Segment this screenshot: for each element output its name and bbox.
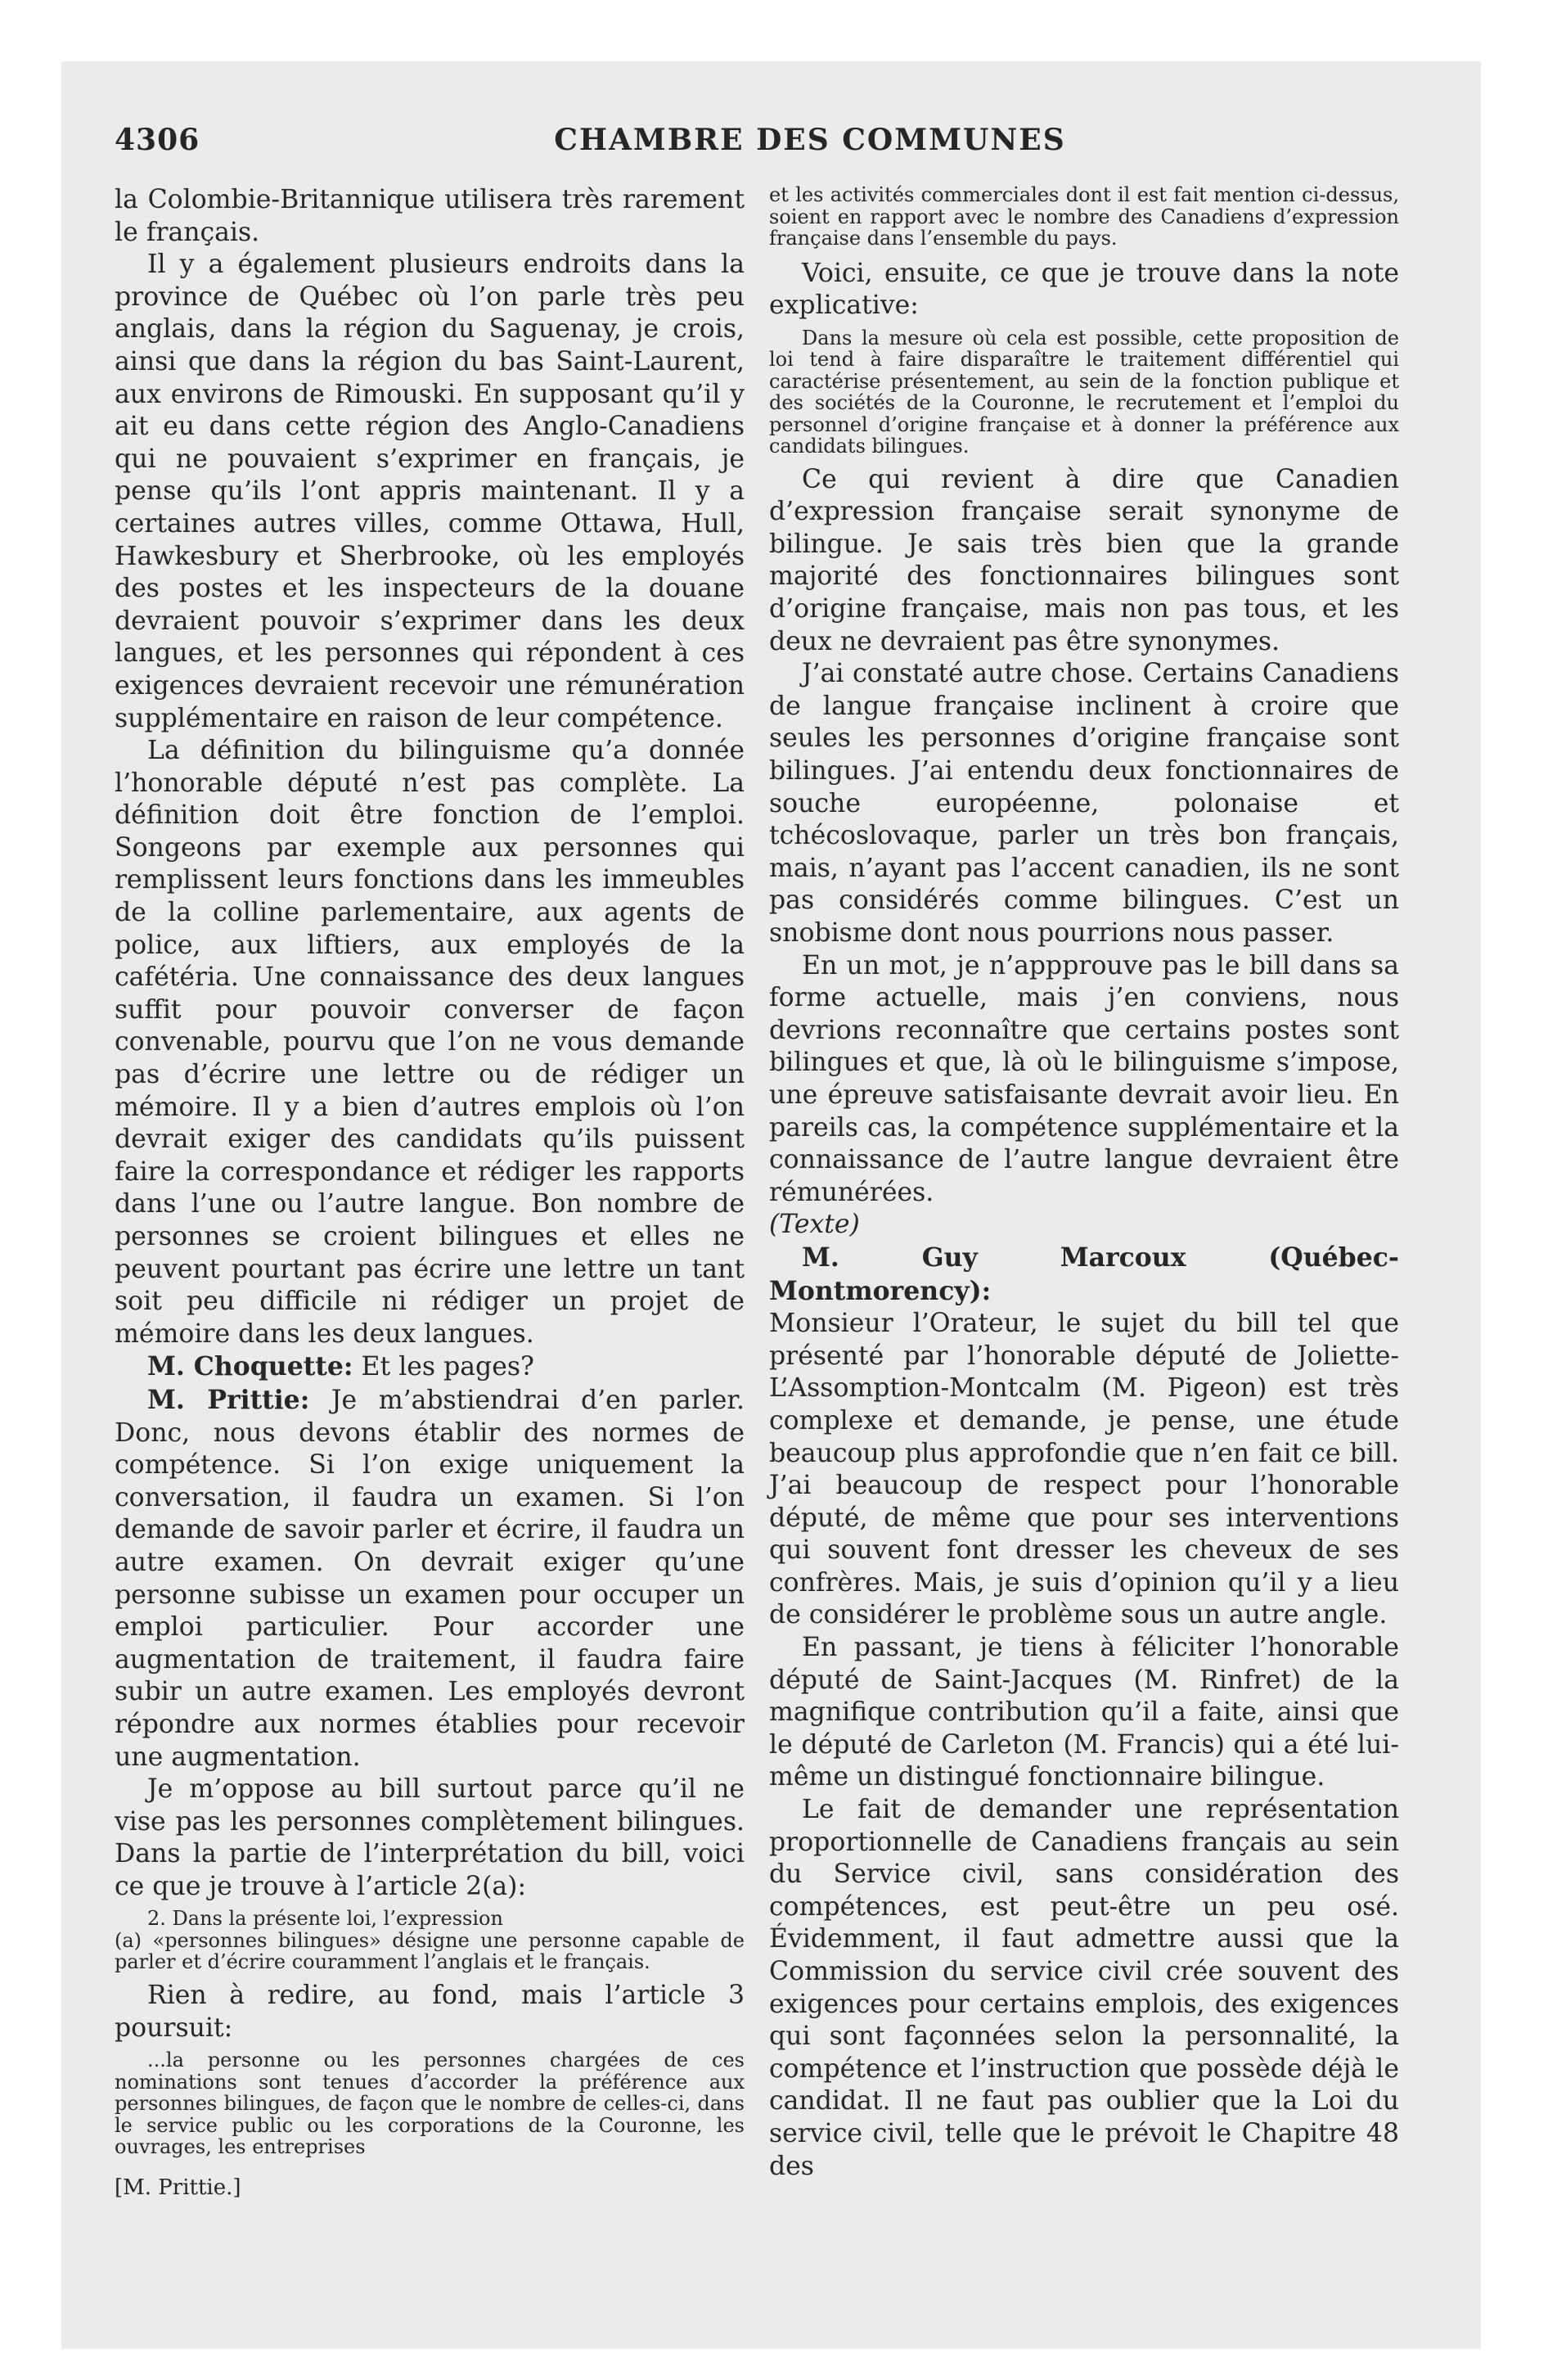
paragraph: En passant, je tiens à féliciter l’honorable député de Saint-Jacques (M. Rinfret) de la magnifique contribution qu’il a faite, ainsi que le député de Carleton (M. Francis) qui a été lui-même un distingué fonctionnaire bilingue.	[769, 1633, 1399, 1792]
paragraph: Le fait de demander une représentation proportionnelle de Canadiens français au sein du Service civil, sans considération des compétences, est peut-être un peu osé. Évidemment, il faut admettre aussi que la Commission du service civil crée souvent des exigences pour certains emplois, des exigences qui sont façonnées selon la personnalité, la compétence et l’instruction que possède déjà le candidat. Il ne faut pas oublier que la Loi du service civil, telle que le prévoit le Chapitre 48 des	[769, 1795, 1399, 2181]
speech-marcoux-heading	[769, 1242, 1399, 1308]
paragraph: En un mot, je n’appprouve pas le bill dans sa forme actuelle, mais j’en conviens, nous devrions reconnaître que certains postes sont bilingues et que, là où le bilinguisme s’impose, une épreuve satisfaisante devrait avoir lieu. En pareils cas, la compétence supplémentaire et la connaissance de l’autre langue devraient être rémunérées.	[769, 950, 1399, 1207]
quoted-bill-article-3-continued	[769, 184, 1399, 250]
quote-line: 2. Dans la présente loi, l’expression	[147, 1907, 503, 1931]
right-column	[769, 184, 1399, 2183]
texte-marker: (Texte)	[769, 1210, 860, 1240]
quoted-bill-article-3	[115, 2049, 745, 2158]
speaker-attribution: [M. Prittie.]	[115, 2175, 241, 2200]
speech-choquette	[115, 1350, 745, 1384]
quote-line: et les activités commerciales dont il est fait mention ci-dessus, soient en rapport avec le nombre des Canadiens d’expression française dans l’ensemble du pays.	[769, 183, 1399, 250]
quote-line: Dans la mesure où cela est possible, cette proposition de loi tend à faire disparaître le traitement différentiel qui caractérise présentement, au sein de la fonction publique et des sociétés de la Couronne, le recrutement et l’emploi du personnel d’origine française et à donner la préférence aux candidats bilingues.	[769, 326, 1399, 458]
speech-text: Je m’abstiendrai d’en parler. Donc, nous devons établir des normes de compétence. Si l’on exige uniquement la conversation, il faudra un examen. Si l’on demande de savoir parler et écrire, il faudra un autre examen. On devrait exiger qu’une personne subisse un examen pour occuper un emploi particulier. Pour accorder une augmentation de traitement, il faudra faire subir un autre examen. Les employés devront répondre aux normes établies pour recevoir une augmentation.	[115, 1385, 745, 1772]
quoted-bill-article-2a	[115, 1908, 745, 1973]
left-column	[115, 184, 745, 2165]
speech-text: Monsieur l’Orateur, le sujet du bill tel que présenté par l’honorable député de Joliette-L’Assomption-Montcalm (M. Pigeon) est très complexe et demande, je pense, une étude beaucoup plus approfondie que n’en fait ce bill. J’ai beaucoup de respect pour l’honorable député, de même que pour ses interventions qui souvent font dresser les cheveux de ses confrères. Mais, je suis d’opinion qu’il y a lieu de considérer le problème sous un autre angle.	[769, 1309, 1399, 1630]
quote-line: ...la personne ou les personnes chargées de ces nominations sont tenues d’accorder la préférence aux personnes bilingues, de façon que le nombre de celles-ci, dans le service public ou les corporations de la Couronne, les ouvrages, les entreprises	[115, 2049, 745, 2159]
paragraph: la Colombie-Britannique utilisera très rarement le français.	[115, 185, 745, 247]
speech-prittie	[115, 1384, 745, 1774]
speaker-name: M. Choquette:	[147, 1351, 353, 1382]
speaker-name: M. Guy Marcoux (Québec-Montmorency):	[769, 1242, 1399, 1306]
speech-text: Et les pages?	[353, 1352, 534, 1382]
page-number: 4306	[115, 123, 200, 157]
paragraph: Je m’oppose au bill surtout parce qu’il ne vise pas les personnes complètement bilingues. Dans la partie de l’interprétation du bill, voici ce que je trouve à l’article 2(a):	[115, 1774, 745, 1901]
speaker-name: M. Prittie:	[147, 1384, 310, 1415]
quoted-explanatory-note	[769, 327, 1399, 458]
quote-line: (a) «personnes bilingues» désigne une personne capable de parler et d’écrire couramment l’anglais et le français.	[115, 1928, 745, 1974]
paragraph: Voici, ensuite, ce que je trouve dans la note explicative:	[769, 258, 1399, 321]
paragraph: La définition du bilinguisme qu’a donnée l’honorable député n’est pas complète. La définition doit être fonction de l’emploi. Songeons par exemple aux personnes qui remplissent leurs fonctions dans les immeubles de la colline parlementaire, aux agents de police, aux liftiers, aux employés de la cafétéria. Une connaissance des deux langues suffit pour pouvoir converser de façon convenable, pourvu que l’on ne vous demande pas d’écrire une lettre ou de rédiger un mémoire. Il y a bien d’autres emplois où l’on devrait exiger des candidats qu’ils puissent faire la correspondance et rédiger les rapports dans l’une ou l’autre langue. Bon nombre de personnes se croient bilingues et elles ne peuvent pourtant pas écrire une lettre un tant soit peu difficile ni rédiger un projet de mémoire dans les deux langues.	[115, 736, 745, 1349]
paragraph: J’ai constaté autre chose. Certains Canadiens de langue française inclinent à croire que seules les personnes d’origine française sont bilingues. J’ai entendu deux fonctionnaires de souche européenne, polonaise et tchécoslovaque, parler un très bon français, mais, n’ayant pas l’accent canadien, ils ne sont pas considérés comme bilingues. C’est un snobisme dont nous pourrions nous passer.	[769, 659, 1399, 948]
paragraph: Rien à redire, au fond, mais l’article 3 poursuit:	[115, 1980, 745, 2043]
paragraph: Il y a également plusieurs endroits dans la province de Québec où l’on parle très peu anglais, dans la région du Saguenay, je crois, ainsi que dans la région du bas Saint-Laurent, aux environs de Rimouski. En supposant qu’il y ait eu dans cette région des Anglo-Canadiens qui ne pouvaient s’exprimer en français, je pense qu’ils l’ont appris maintenant. Il y a certaines autres villes, comme Ottawa, Hull, Hawkesbury et Sherbrooke, où les employés des postes et les inspecteurs de la douane devraient pouvoir s’exprimer dans les deux langues, et les personnes qui répondent à ces exigences devraient recevoir une rémunération supplémentaire en raison de leur compétence.	[115, 250, 745, 733]
running-title: CHAMBRE DES COMMUNES	[554, 123, 1066, 157]
paragraph: Ce qui revient à dire que Canadien d’expression française serait synonyme de bilingue. Je sais très bien que la grande majorité des fonctionnaires bilingues sont d’origine française, mais non pas tous, et les deux ne devraient pas être synonymes.	[769, 464, 1399, 656]
